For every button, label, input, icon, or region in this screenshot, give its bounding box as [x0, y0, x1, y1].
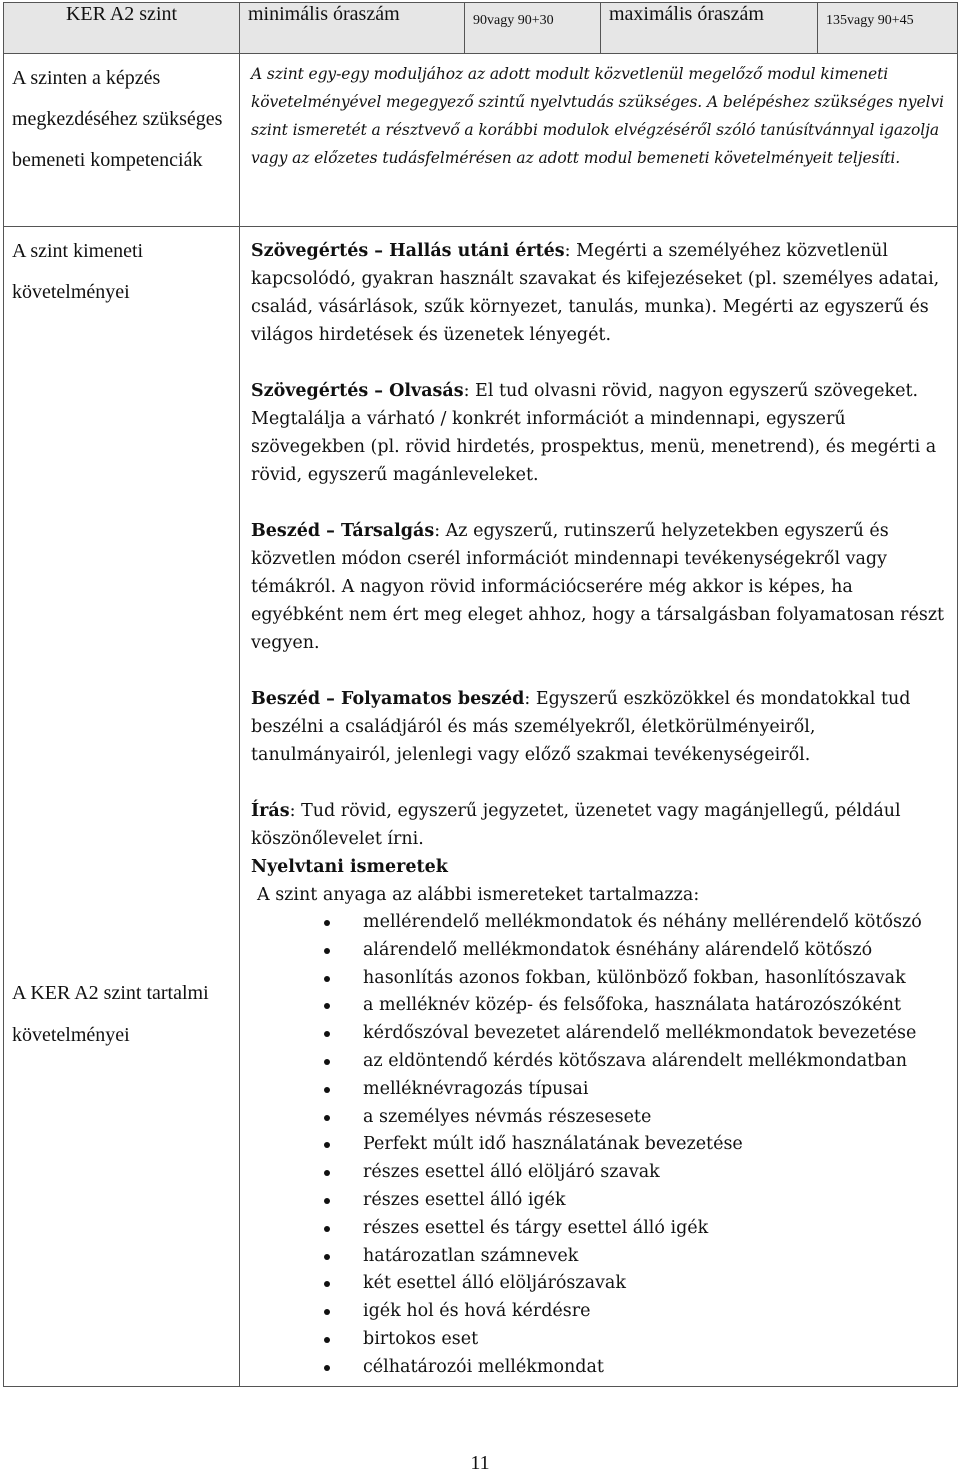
writing-section: Írás: Tud rövid, egyszerű jegyzetet, üzenetet vagy magánjellegű, például köszönőlevelet írni. [251, 801, 901, 849]
list-item: alárendelő mellékmondatok ésnéhány alárendelő kötőszó [251, 937, 949, 965]
content-requirements-label: A KER A2 szint tartalmi követelményei [4, 354, 240, 1386]
max-hours-value: 135vagy 90+45 [818, 3, 958, 54]
list-item: az eldöntendő kérdés kötőszava alárendelt mellékmondatban [251, 1048, 949, 1076]
reading-section: Szövegértés – Olvasás: El tud olvasni rövid, nagyon egyszerű szövegeket. Megtalálja a várható / konkrét információt a mindennapi, egyszerű szövegekben (pl. rövid hirdetés, prospektus, menü, menetrend), és megérti a rövid, egyszerű magánleveleket. [251, 381, 937, 485]
page-number: 11 [470, 1452, 490, 1474]
list-item: igék hol és hová kérdésre [251, 1298, 949, 1326]
level-title: KER A2 szint [4, 3, 240, 54]
curriculum-table [3, 2, 958, 1387]
list-item: részes esettel álló igék [251, 1187, 949, 1215]
output-requirements-label: A szint kimeneti követelményei [4, 227, 240, 354]
entry-competence-text: A szint egy-egy moduljához az adott modult közvetlenül megelőző modul kimeneti követelményével megegyező szintű nyelvtudás szükséges. A belépéshez szükséges nyelvi szint ismeretét a résztvevő a korábbi modulok elvégzéséről szóló tanúsítvánnyal igazolja vagy az előzetes tudásfelmérésen az adott modul bemeneti követelményeit teljesíti. [251, 65, 944, 167]
header-row [4, 3, 958, 54]
list-item: mellérendelő mellékmondatok és néhány mellérendelő kötőszó [251, 909, 949, 937]
conversation-section: Beszéd – Társalgás: Az egyszerű, rutinszerű helyzetekben egyszerű és közvetlen módon cserél információt mindennapi tevékenységekről vagy témákról. A nagyon rövid információcserére még akkor is képes, ha egyébként nem ért meg eleget ahhoz, hogy a társalgásban folyamatosan részt vegyen. [251, 521, 945, 653]
grammar-heading: Nyelvtani ismeretek [251, 857, 448, 877]
output-requirements-row [4, 227, 958, 354]
list-item: határozatlan számnevek [251, 1243, 949, 1271]
entry-competence-cell [240, 54, 958, 227]
entry-competence-row [4, 54, 958, 227]
max-hours-label: maximális óraszám [601, 3, 818, 54]
requirements-cell [240, 227, 958, 1387]
list-item: a melléknév közép- és felsőfoka, használata határozószóként [251, 992, 949, 1020]
speaking-section: Beszéd – Folyamatos beszéd: Egyszerű eszközökkel és mondatokkal tud beszélni a családjáról és más személyekről, életkörülményeiről, tanulmányairól, jelenlegi vagy előző szakmai tevékenységeiről. [251, 689, 911, 765]
list-item: hasonlítás azonos fokban, különböző fokban, hasonlítószavak [251, 965, 949, 993]
grammar-list [251, 909, 949, 1382]
list-item: részes esettel álló elöljáró szavak [251, 1159, 949, 1187]
output-sections [251, 237, 949, 1386]
list-item: célhatározói mellékmondat [251, 1354, 949, 1382]
document-page [3, 2, 957, 1387]
list-item: birtokos eset [251, 1326, 949, 1354]
list-item: részes esettel és tárgy esettel álló igék [251, 1215, 949, 1243]
list-item: Perfekt múlt idő használatának bevezetése [251, 1131, 949, 1159]
grammar-intro: A szint anyaga az alábbi ismereteket tartalmazza: [257, 885, 700, 905]
entry-competence-label: A szinten a képzés megkezdéséhez szükséges bemeneti kompetenciák [4, 54, 240, 227]
min-hours-value: 90vagy 90+30 [465, 3, 601, 54]
listening-section: Szövegértés – Hallás utáni értés: Megérti a személyéhez közvetlenül kapcsolódó, gyakran használt szavakat és kifejezéseket (pl. személyes adatai, család, vásárlások, szűk környezet, tanulás, munka). Megérti az egyszerű és világos hirdetések és üzenetek lényegét. [251, 241, 940, 345]
list-item: a személyes névmás részesesete [251, 1104, 949, 1132]
list-item: kérdőszóval bevezetet alárendelő mellékmondatok bevezetése [251, 1020, 949, 1048]
min-hours-label: minimális óraszám [240, 3, 465, 54]
list-item: melléknévragozás típusai [251, 1076, 949, 1104]
list-item: két esettel álló elöljárószavak [251, 1270, 949, 1298]
